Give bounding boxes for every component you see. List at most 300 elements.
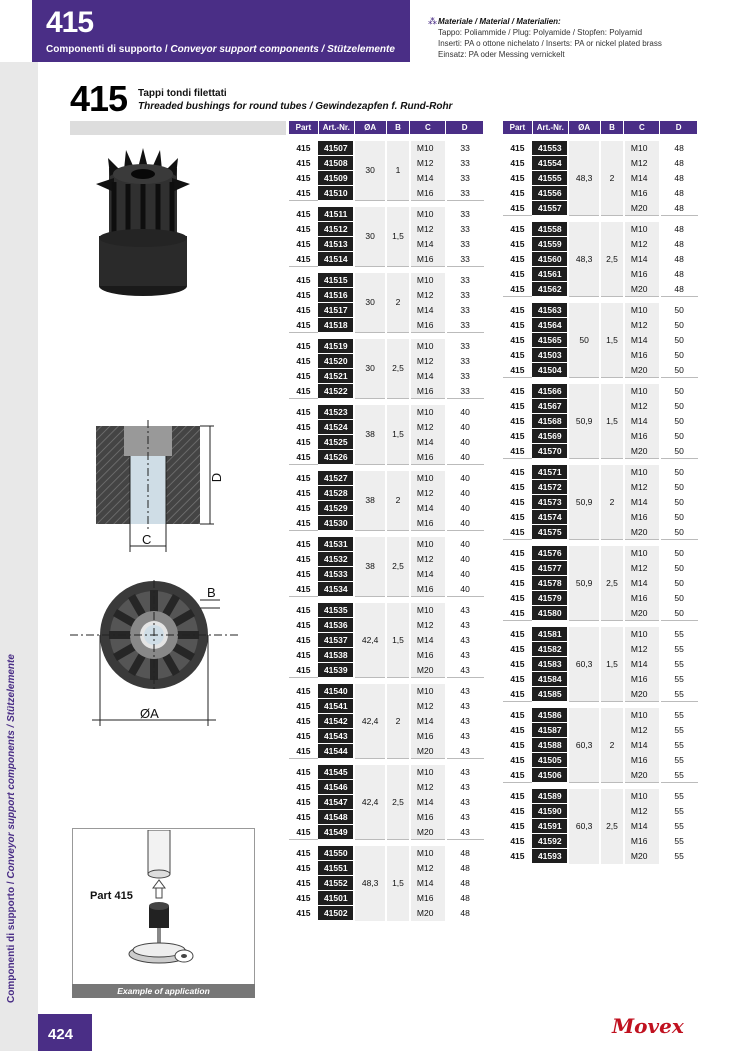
dimension-d-cell: 43 xyxy=(460,701,470,711)
thread-c-cell: M14 xyxy=(410,714,446,729)
thread-c-cell: M14 xyxy=(410,633,446,648)
materials-line-2: Inserti: PA o ottone nichelato / Inserts: PA or nickel plated brass xyxy=(438,39,662,48)
part-cell: 415 xyxy=(510,445,525,456)
article-number-cell: 41526 xyxy=(318,450,354,465)
part-cell: 415 xyxy=(296,878,311,888)
thread-c-cell: M14 xyxy=(410,171,446,186)
article-number-cell: 41507 xyxy=(318,141,354,156)
part-cell: 415 xyxy=(296,908,311,918)
dimension-b-cell: 2,5 xyxy=(386,765,410,840)
article-number-cell: 41524 xyxy=(318,420,354,435)
thread-c-cell: M10 xyxy=(410,765,446,780)
part-cell: 415 xyxy=(510,755,525,765)
dimension-d-cell: 43 xyxy=(460,812,470,822)
table-row xyxy=(289,603,484,618)
article-number-cell: 41560 xyxy=(532,252,568,267)
part-cell: 415 xyxy=(296,701,311,711)
part-cell: 415 xyxy=(510,710,525,720)
article-number-cell: 41574 xyxy=(532,510,568,525)
thread-c-cell: M14 xyxy=(624,738,660,753)
dimension-b-cell: 1 xyxy=(386,141,410,201)
article-number-cell: 41536 xyxy=(318,618,354,633)
dimension-d-cell: 50 xyxy=(674,482,684,492)
dimension-b-cell: 2,5 xyxy=(386,537,410,597)
article-number-cell: 41523 xyxy=(318,405,354,420)
article-number-cell: 41529 xyxy=(318,501,354,516)
article-number-cell: 41544 xyxy=(318,744,354,759)
part-cell: 415 xyxy=(510,320,525,330)
part-cell: 415 xyxy=(510,851,525,861)
thread-c-cell: M20 xyxy=(624,201,660,216)
diameter-a-cell: 48,3 xyxy=(568,141,600,216)
dimension-d-cell: 33 xyxy=(460,209,470,219)
dimension-d-cell: 40 xyxy=(460,539,470,549)
dimension-d-cell: 40 xyxy=(460,583,470,594)
diameter-a-cell: 30 xyxy=(354,141,386,201)
article-number-cell: 41537 xyxy=(318,633,354,648)
article-number-cell: 41588 xyxy=(532,738,568,753)
diameter-a-cell: 30 xyxy=(354,273,386,333)
article-number-cell: 41576 xyxy=(532,546,568,561)
article-number-cell: 41505 xyxy=(532,753,568,768)
dimension-d-cell: 48 xyxy=(674,283,684,294)
dimension-d-cell: 50 xyxy=(674,431,684,441)
dimension-d-cell: 48 xyxy=(674,254,684,264)
dimension-d-cell: 33 xyxy=(460,275,470,285)
part-cell: 415 xyxy=(296,341,311,351)
dimension-b-cell: 1,5 xyxy=(386,603,410,678)
thread-c-cell: M20 xyxy=(410,744,446,759)
dimension-d-cell: 40 xyxy=(460,554,470,564)
article-number-cell: 41567 xyxy=(532,399,568,414)
thread-c-cell: M16 xyxy=(624,753,660,768)
part-cell: 415 xyxy=(296,863,311,873)
part-cell: 415 xyxy=(296,826,311,837)
part-cell: 415 xyxy=(296,209,311,219)
dimension-d-cell: 50 xyxy=(674,607,684,618)
dimension-b-cell: 1,5 xyxy=(386,405,410,465)
article-number-cell: 41542 xyxy=(318,714,354,729)
part-cell: 415 xyxy=(296,158,311,168)
article-number-cell: 41552 xyxy=(318,876,354,891)
dimension-d-cell: 55 xyxy=(674,740,684,750)
product-title-it: Tappi tondi filettati xyxy=(138,88,227,99)
thread-c-cell: M20 xyxy=(410,906,446,921)
thread-c-cell: M20 xyxy=(410,825,446,840)
diameter-a-cell: 30 xyxy=(354,207,386,267)
thread-c-cell: M12 xyxy=(410,780,446,795)
article-number-cell: 41511 xyxy=(318,207,354,222)
brand-logo: Movex xyxy=(612,1014,684,1038)
part-cell: 415 xyxy=(510,416,525,426)
part-cell: 415 xyxy=(510,269,525,279)
table-row xyxy=(503,627,698,642)
dimension-d-cell: 33 xyxy=(460,290,470,300)
dimension-d-cell: 43 xyxy=(460,716,470,726)
thread-c-cell: M20 xyxy=(624,606,660,621)
part-cell: 415 xyxy=(296,275,311,285)
thread-c-cell: M16 xyxy=(410,582,446,597)
header-number: 415 xyxy=(46,6,94,39)
diameter-a-cell: 50,9 xyxy=(568,384,600,459)
part-cell: 415 xyxy=(296,893,311,903)
thread-c-cell: M12 xyxy=(410,156,446,171)
article-number-cell: 41515 xyxy=(318,273,354,288)
dimension-d-cell: 33 xyxy=(460,143,470,153)
dimension-b-cell: 2 xyxy=(600,465,624,540)
diameter-a-cell: 30 xyxy=(354,339,386,399)
table-header-cell: ØA xyxy=(354,121,386,135)
article-number-cell: 41561 xyxy=(532,267,568,282)
example-part-label: Part 415 xyxy=(90,890,133,902)
dimension-d-cell: 55 xyxy=(674,806,684,816)
part-cell: 415 xyxy=(296,473,311,483)
dimension-d-cell: 43 xyxy=(460,650,470,660)
header-banner xyxy=(0,0,742,62)
dimension-d-cell: 50 xyxy=(674,578,684,588)
part-cell: 415 xyxy=(296,664,311,675)
thread-c-cell: M10 xyxy=(410,471,446,486)
material-icon: ⁂ xyxy=(428,16,437,26)
table-row xyxy=(503,708,698,723)
part-cell: 415 xyxy=(510,526,525,537)
thread-c-cell: M16 xyxy=(410,810,446,825)
article-number-cell: 41514 xyxy=(318,252,354,267)
article-number-cell: 41557 xyxy=(532,201,568,216)
thread-c-cell: M14 xyxy=(410,795,446,810)
article-number-cell: 41579 xyxy=(532,591,568,606)
part-cell: 415 xyxy=(510,725,525,735)
dimension-b-cell: 2 xyxy=(386,471,410,531)
dimension-d-cell: 48 xyxy=(674,224,684,234)
article-number-cell: 41551 xyxy=(318,861,354,876)
diameter-a-cell: 60,3 xyxy=(568,627,600,702)
sidebar-label-it: Componenti di supporto / xyxy=(6,881,17,1003)
thread-c-cell: M10 xyxy=(410,141,446,156)
part-cell: 415 xyxy=(296,356,311,366)
thread-c-cell: M10 xyxy=(410,207,446,222)
thread-c-cell: M14 xyxy=(410,876,446,891)
dimension-d-cell: 48 xyxy=(674,188,684,198)
spec-table-right xyxy=(502,120,698,864)
part-cell: 415 xyxy=(296,812,311,822)
header-strip xyxy=(70,121,286,135)
materials-block xyxy=(438,16,662,60)
dimension-b-cell: 2 xyxy=(386,684,410,759)
thread-c-cell: M14 xyxy=(410,501,446,516)
article-number-cell: 41559 xyxy=(532,237,568,252)
thread-c-cell: M16 xyxy=(410,516,446,531)
thread-c-cell: M10 xyxy=(624,546,660,561)
part-cell: 415 xyxy=(296,319,311,330)
dimension-d-cell: 43 xyxy=(460,635,470,645)
part-cell: 415 xyxy=(296,583,311,594)
dimension-d-cell: 55 xyxy=(674,710,684,720)
article-number-cell: 41593 xyxy=(532,849,568,864)
part-cell: 415 xyxy=(510,364,525,375)
part-cell: 415 xyxy=(510,254,525,264)
article-number-cell: 41501 xyxy=(318,891,354,906)
part-cell: 415 xyxy=(296,745,311,756)
part-cell: 415 xyxy=(510,335,525,345)
part-cell: 415 xyxy=(296,488,311,498)
table-row xyxy=(289,207,484,222)
part-cell: 415 xyxy=(510,482,525,492)
part-cell: 415 xyxy=(296,569,311,579)
article-number-cell: 41539 xyxy=(318,663,354,678)
dimension-d-cell: 43 xyxy=(460,731,470,741)
article-number-cell: 41535 xyxy=(318,603,354,618)
diameter-a-cell: 42,4 xyxy=(354,603,386,678)
dimension-d-cell: 50 xyxy=(674,563,684,573)
article-number-cell: 41506 xyxy=(532,768,568,783)
dimension-d-cell: 50 xyxy=(674,416,684,426)
table-row xyxy=(503,465,698,480)
part-cell: 415 xyxy=(296,385,311,396)
section-drawing xyxy=(90,420,230,558)
materials-line-3: Einsatz: PA oder Messing vernickelt xyxy=(438,50,565,59)
thread-c-cell: M14 xyxy=(624,819,660,834)
dimension-b-cell: 2,5 xyxy=(600,546,624,621)
diameter-a-cell: 42,4 xyxy=(354,765,386,840)
dimension-b-cell: 2,5 xyxy=(386,339,410,399)
thread-c-cell: M14 xyxy=(624,495,660,510)
thread-c-cell: M12 xyxy=(410,618,446,633)
dimension-d-cell: 33 xyxy=(460,341,470,351)
dimension-d-cell: 50 xyxy=(674,350,684,360)
thread-c-cell: M10 xyxy=(624,222,660,237)
article-number-cell: 41564 xyxy=(532,318,568,333)
example-illustration xyxy=(120,830,240,980)
dimension-d-cell: 33 xyxy=(460,319,470,330)
part-cell: 415 xyxy=(510,202,525,213)
article-number-cell: 41548 xyxy=(318,810,354,825)
product-title-en: Threaded bushings for round tubes / Gewindezapfen f. Rund-Rohr xyxy=(138,101,453,112)
article-number-cell: 41522 xyxy=(318,384,354,399)
part-cell: 415 xyxy=(510,143,525,153)
dimension-d-cell: 50 xyxy=(674,335,684,345)
thread-c-cell: M16 xyxy=(410,891,446,906)
part-cell: 415 xyxy=(510,305,525,315)
thread-c-cell: M20 xyxy=(624,768,660,783)
part-cell: 415 xyxy=(510,350,525,360)
dimension-d-cell: 43 xyxy=(460,620,470,630)
article-number-cell: 41570 xyxy=(532,444,568,459)
thread-c-cell: M16 xyxy=(624,510,660,525)
thread-c-cell: M10 xyxy=(624,627,660,642)
dimension-d-cell: 33 xyxy=(460,239,470,249)
sidebar-label xyxy=(6,654,17,1003)
thread-c-cell: M12 xyxy=(410,552,446,567)
part-cell: 415 xyxy=(510,386,525,396)
thread-c-cell: M16 xyxy=(624,429,660,444)
diameter-a-cell: 50,9 xyxy=(568,546,600,621)
thread-c-cell: M10 xyxy=(410,537,446,552)
article-number-cell: 41546 xyxy=(318,780,354,795)
dimension-d-cell: 48 xyxy=(460,848,470,858)
dimension-d-cell: 48 xyxy=(674,173,684,183)
thread-c-cell: M12 xyxy=(410,420,446,435)
article-number-cell: 41517 xyxy=(318,303,354,318)
dimension-d-cell: 50 xyxy=(674,305,684,315)
article-number-cell: 41555 xyxy=(532,171,568,186)
thread-c-cell: M10 xyxy=(410,846,446,861)
label-a: ØA xyxy=(140,706,159,721)
diameter-a-cell: 50 xyxy=(568,303,600,378)
thread-c-cell: M14 xyxy=(624,252,660,267)
part-cell: 415 xyxy=(296,239,311,249)
article-number-cell: 41518 xyxy=(318,318,354,333)
thread-c-cell: M16 xyxy=(410,186,446,201)
table-row xyxy=(289,537,484,552)
article-number-cell: 41533 xyxy=(318,567,354,582)
article-number-cell: 41519 xyxy=(318,339,354,354)
dimension-b-cell: 1,5 xyxy=(386,846,410,921)
part-cell: 415 xyxy=(296,187,311,198)
article-number-cell: 41580 xyxy=(532,606,568,621)
article-number-cell: 41530 xyxy=(318,516,354,531)
thread-c-cell: M12 xyxy=(410,861,446,876)
label-c: C xyxy=(142,532,152,547)
thread-c-cell: M10 xyxy=(410,405,446,420)
dimension-d-cell: 48 xyxy=(674,239,684,249)
dimension-d-cell: 43 xyxy=(460,605,470,615)
thread-c-cell: M10 xyxy=(624,465,660,480)
article-number-cell: 41568 xyxy=(532,414,568,429)
thread-c-cell: M20 xyxy=(624,363,660,378)
thread-c-cell: M16 xyxy=(624,672,660,687)
dimension-d-cell: 33 xyxy=(460,158,470,168)
dimension-d-cell: 55 xyxy=(674,791,684,801)
article-number-cell: 41565 xyxy=(532,333,568,348)
dimension-b-cell: 2,5 xyxy=(600,789,624,864)
dimension-d-cell: 48 xyxy=(674,158,684,168)
article-number-cell: 41572 xyxy=(532,480,568,495)
article-number-cell: 41504 xyxy=(532,363,568,378)
part-cell: 415 xyxy=(510,188,525,198)
table-row xyxy=(289,846,484,861)
dimension-d-cell: 50 xyxy=(674,548,684,558)
dimension-d-cell: 40 xyxy=(460,473,470,483)
table-row xyxy=(289,684,484,699)
table-header-row xyxy=(289,121,484,135)
dimension-d-cell: 43 xyxy=(460,745,470,756)
thread-c-cell: M12 xyxy=(624,480,660,495)
header-subtitle-it: Componenti di supporto / xyxy=(46,44,168,55)
table-header-cell: C xyxy=(410,121,446,135)
thread-c-cell: M12 xyxy=(624,237,660,252)
dimension-d-cell: 55 xyxy=(674,851,684,861)
table-header-cell: D xyxy=(660,121,698,135)
thread-c-cell: M12 xyxy=(624,723,660,738)
table-header-cell: C xyxy=(624,121,660,135)
part-cell: 415 xyxy=(296,305,311,315)
article-number-cell: 41512 xyxy=(318,222,354,237)
part-cell: 415 xyxy=(510,497,525,507)
article-number-cell: 41541 xyxy=(318,699,354,714)
diameter-a-cell: 50,9 xyxy=(568,465,600,540)
article-number-cell: 41589 xyxy=(532,789,568,804)
sidebar-label-rest: Conveyor support components / Stützelemente xyxy=(6,654,17,882)
part-cell: 415 xyxy=(510,467,525,477)
dimension-d-cell: 55 xyxy=(674,688,684,699)
dimension-d-cell: 55 xyxy=(674,725,684,735)
thread-c-cell: M14 xyxy=(410,567,446,582)
table-header-row xyxy=(503,121,698,135)
dimension-d-cell: 33 xyxy=(460,253,470,264)
thread-c-cell: M10 xyxy=(624,789,660,804)
page-number: 424 xyxy=(38,1014,92,1051)
part-cell: 415 xyxy=(510,173,525,183)
thread-c-cell: M14 xyxy=(624,414,660,429)
part-cell: 415 xyxy=(510,688,525,699)
header-subtitle xyxy=(46,44,395,55)
thread-c-cell: M20 xyxy=(410,663,446,678)
dimension-b-cell: 2 xyxy=(386,273,410,333)
thread-c-cell: M16 xyxy=(410,729,446,744)
article-number-cell: 41584 xyxy=(532,672,568,687)
thread-c-cell: M12 xyxy=(624,318,660,333)
table-header-cell: Art.-Nr. xyxy=(532,121,568,135)
dimension-d-cell: 55 xyxy=(674,629,684,639)
dimension-b-cell: 1,5 xyxy=(600,627,624,702)
dimension-d-cell: 50 xyxy=(674,445,684,456)
part-cell: 415 xyxy=(296,635,311,645)
article-number-cell: 41566 xyxy=(532,384,568,399)
dimension-d-cell: 50 xyxy=(674,526,684,537)
dimension-b-cell: 2 xyxy=(600,141,624,216)
part-cell: 415 xyxy=(296,620,311,630)
thread-c-cell: M20 xyxy=(624,525,660,540)
dimension-d-cell: 33 xyxy=(460,371,470,381)
article-number-cell: 41582 xyxy=(532,642,568,657)
dimension-d-cell: 50 xyxy=(674,320,684,330)
header-subtitle-rest: Conveyor support components / Stützelemente xyxy=(167,44,395,55)
part-cell: 415 xyxy=(296,173,311,183)
dimension-d-cell: 48 xyxy=(460,908,470,918)
article-number-cell: 41502 xyxy=(318,906,354,921)
thread-c-cell: M20 xyxy=(624,282,660,297)
article-number-cell: 41509 xyxy=(318,171,354,186)
dimension-d-cell: 33 xyxy=(460,187,470,198)
dimension-d-cell: 33 xyxy=(460,385,470,396)
article-number-cell: 41550 xyxy=(318,846,354,861)
dimension-d-cell: 43 xyxy=(460,767,470,777)
dimension-d-cell: 50 xyxy=(674,512,684,522)
article-number-cell: 41558 xyxy=(532,222,568,237)
diameter-a-cell: 48,3 xyxy=(354,846,386,921)
thread-c-cell: M14 xyxy=(624,171,660,186)
article-number-cell: 41520 xyxy=(318,354,354,369)
article-number-cell: 41545 xyxy=(318,765,354,780)
dimension-d-cell: 43 xyxy=(460,664,470,675)
thread-c-cell: M14 xyxy=(410,237,446,252)
dimension-d-cell: 48 xyxy=(460,893,470,903)
part-cell: 415 xyxy=(296,422,311,432)
thread-c-cell: M10 xyxy=(410,603,446,618)
product-photo xyxy=(84,148,202,300)
label-d: D xyxy=(209,472,225,483)
thread-c-cell: M14 xyxy=(410,435,446,450)
part-cell: 415 xyxy=(296,224,311,234)
table-row xyxy=(289,765,484,780)
article-number-cell: 41581 xyxy=(532,627,568,642)
dimension-b-cell: 2,5 xyxy=(600,222,624,297)
part-cell: 415 xyxy=(296,797,311,807)
table-row xyxy=(503,222,698,237)
dimension-d-cell: 43 xyxy=(460,782,470,792)
part-cell: 415 xyxy=(510,401,525,411)
